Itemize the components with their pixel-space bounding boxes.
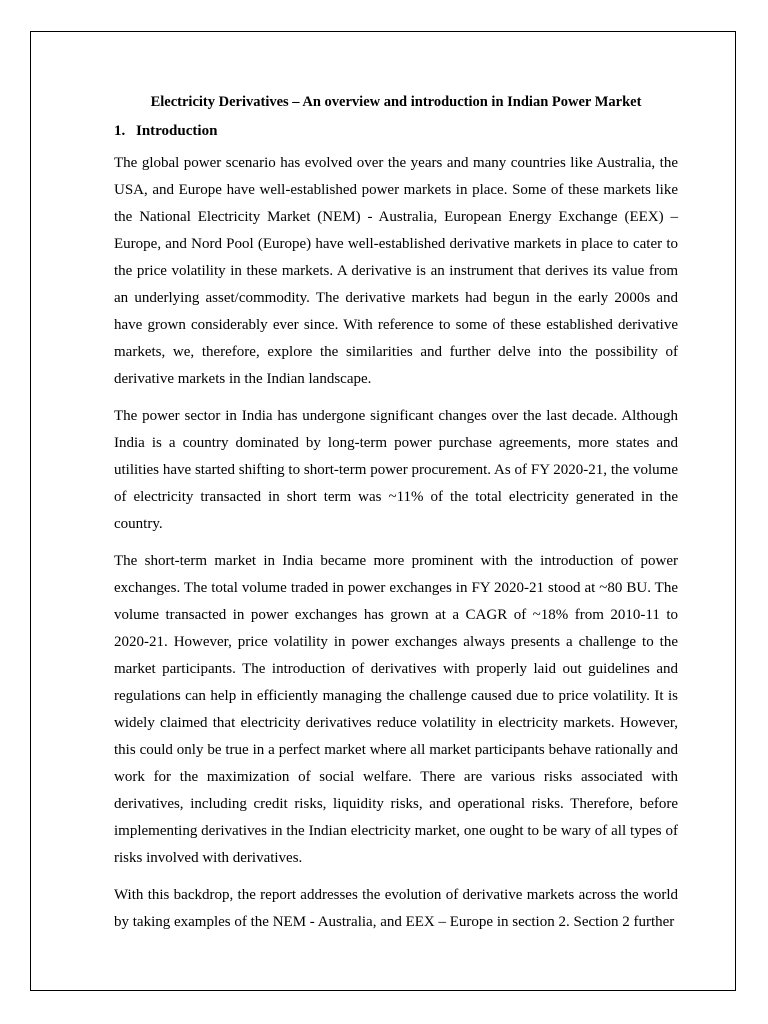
document-title: Electricity Derivatives – An overview and introduction in Indian Power Market — [150, 94, 642, 110]
section-number: 1. — [114, 123, 126, 139]
page-content — [114, 92, 678, 946]
section-heading — [114, 121, 678, 142]
paragraph: The power sector in India has undergone significant changes over the last decade. Although India is a country dominated by long-term power purchase agreements, more states and utilities have started shifting to short-term power procurement. As of FY 2020-21, the volume of electricity transacted in short term was ~11% of the total electricity generated in the country. — [114, 408, 678, 532]
paragraph: The global power scenario has evolved over the years and many countries like Australia, the USA, and Europe have well-established power markets in place. Some of these markets like the National Electricity Market (NEM) - Australia, European Energy Exchange (EEX) – Europe, and Nord Pool (Europe) have well-established derivative markets in place to cater to the price volatility in these markets. A derivative is an instrument that derives its value from an underlying asset/commodity. The derivative markets had begun in the early 2000s and have grown considerably ever since. With reference to some of these established derivative markets, we, therefore, explore the similarities and further delve into the possibility of derivative markets in the Indian landscape. — [114, 155, 678, 387]
paragraph: The short-term market in India became more prominent with the introduction of power exchanges. The total volume traded in power exchanges in FY 2020-21 stood at ~80 BU. The volume transacted in power exchanges has grown at a CAGR of ~18% from 2010-11 to 2020-21. However, price volatility in power exchanges always presents a challenge to the market participants. The introduction of derivatives with properly laid out guidelines and regulations can help in efficiently managing the challenge caused due to price volatility. It is widely claimed that electricity derivatives reduce volatility in electricity markets. However, this could only be true in a perfect market where all market participants behave rationally and work for the maximization of social welfare. There are various risks associated with derivatives, including credit risks, liquidity risks, and operational risks. Therefore, before implementing derivatives in the Indian electricity market, one ought to be wary of all types of risks involved with derivatives. — [114, 553, 678, 866]
paragraph: With this backdrop, the report addresses the evolution of derivative markets across the world by taking examples of the NEM - Australia, and EEX – Europe in section 2. Section 2 further — [114, 887, 678, 930]
document-page — [30, 31, 736, 991]
section-heading-text: Introduction — [136, 123, 218, 139]
